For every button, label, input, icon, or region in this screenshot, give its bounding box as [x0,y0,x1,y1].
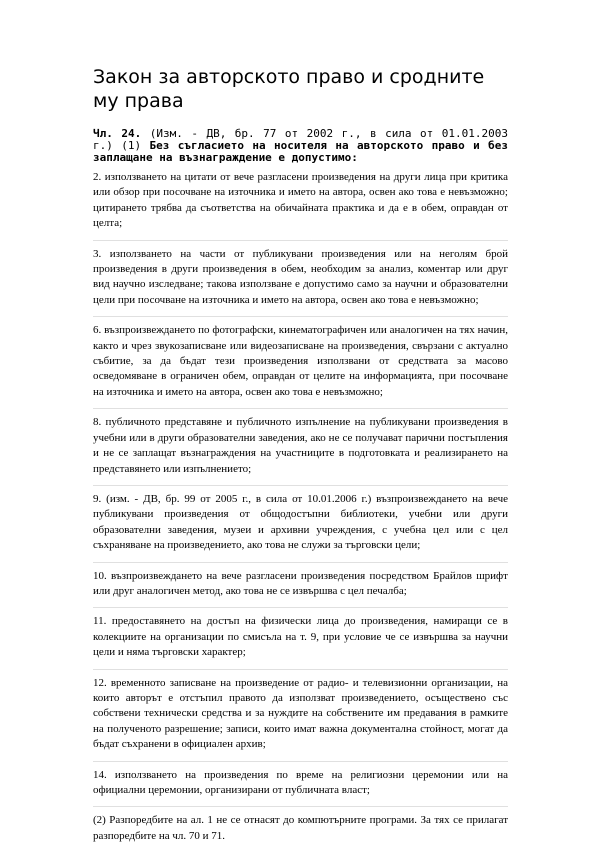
article-lead [93,128,508,164]
article-amendment: (Изм. - ДВ, бр. 77 от 2002 г., в сила от 01.01.2003 г.) (1) [93,127,509,152]
item-3: 3. използването на части от публикувани произведения или на неголям брой произведения в други произведения в обем, необходим за анализ, коментар или друг вид научно изследване; такова използване е допустимо само за научни и образователни цели при посочване на източника и името на автора, освен ако това е невъзможно; [93,247,508,306]
article-label: Чл. 24. [93,127,142,140]
item-14: 14. използването на произведения по време на религиозни церемонии или на официални церемонии, организирани от публичната власт; [93,768,508,796]
item-10: 10. възпроизвеждането на вече разгласени произведения посредством Брайлов шрифт или друг аналогичен метод, ако това не се извършва с цел печалба; [93,569,508,597]
divider [93,761,508,762]
item-12: 12. временното записване на произведение от радио- и телевизионни организации, на които авторът е отстъпил правото да използват произведението, осъществено със собствени технически средства и за нуждите на собствените им предавания в рамките на полученото разрешение; записи, които имат важна документална стойност, могат да бъдат съхранени в официален архив; [93,676,508,751]
page-title: Закон за авторското право и сродните му права [93,66,485,112]
divider [93,669,508,670]
article-heading: Без съгласието на носителя на авторското право и без заплащане на възнаграждение е допустимо: [93,139,509,164]
divider [93,562,508,563]
divider [93,607,508,608]
item-9: 9. (изм. - ДВ, бр. 99 от 2005 г., в сила от 10.01.2006 г.) възпроизвеждането на вече публикувани произведения от общодостъпни библиотеки, учебни или други образователни заведения, музеи и архивни учреждения, с учебна цел или с цел съхраняване на произведението, ако това не служи за търговски цели; [93,492,508,552]
divider [93,316,508,317]
item-8: 8. публичното представяне и публичното изпълнение на публикувани произведения в учебни или в други образователни заведения, ако не се получават парични постъпления и не се заплащат възнаграждения на участниците в подготовката и реализирането на представянето или изпълнението; [93,416,508,475]
divider [93,485,508,486]
item-6: 6. възпроизвеждането по фотографски, кинематографичен или аналогичен на тях начин, както и чрез звукозаписване или видеозаписване на произведения, свързани с актуално събитие, за да бъдат тези произведения използвани от средствата за масово осведомяване в ограничен обем, оправдан от целите на информацията, при посочване на източника и името на автора, освен ако това е невъзможно; [93,324,508,398]
item-2: 2. използването на цитати от вече разгласени произведения на други лица при критика или обзор при посочване на източника и името на автора, освен ако това е невъзможно; цитирането трябва да съответства на обичайната практика и да е в обем, оправдан от целта; [93,171,508,230]
divider [93,806,508,807]
divider [93,408,508,409]
divider [93,240,508,241]
item-11: 11. предоставянето на достъп на физически лица до произведения, намиращи се в колекциите на организации по смисъла на т. 9, при условие че се извършва за научни цели и няма търговски характер; [93,615,508,659]
paragraph-2: (2) Разпоредбите на ал. 1 не се отнасят до компютърните програми. За тях се прилагат разпоредбите на чл. 70 и 71. [93,814,508,842]
article-items [93,170,508,844]
